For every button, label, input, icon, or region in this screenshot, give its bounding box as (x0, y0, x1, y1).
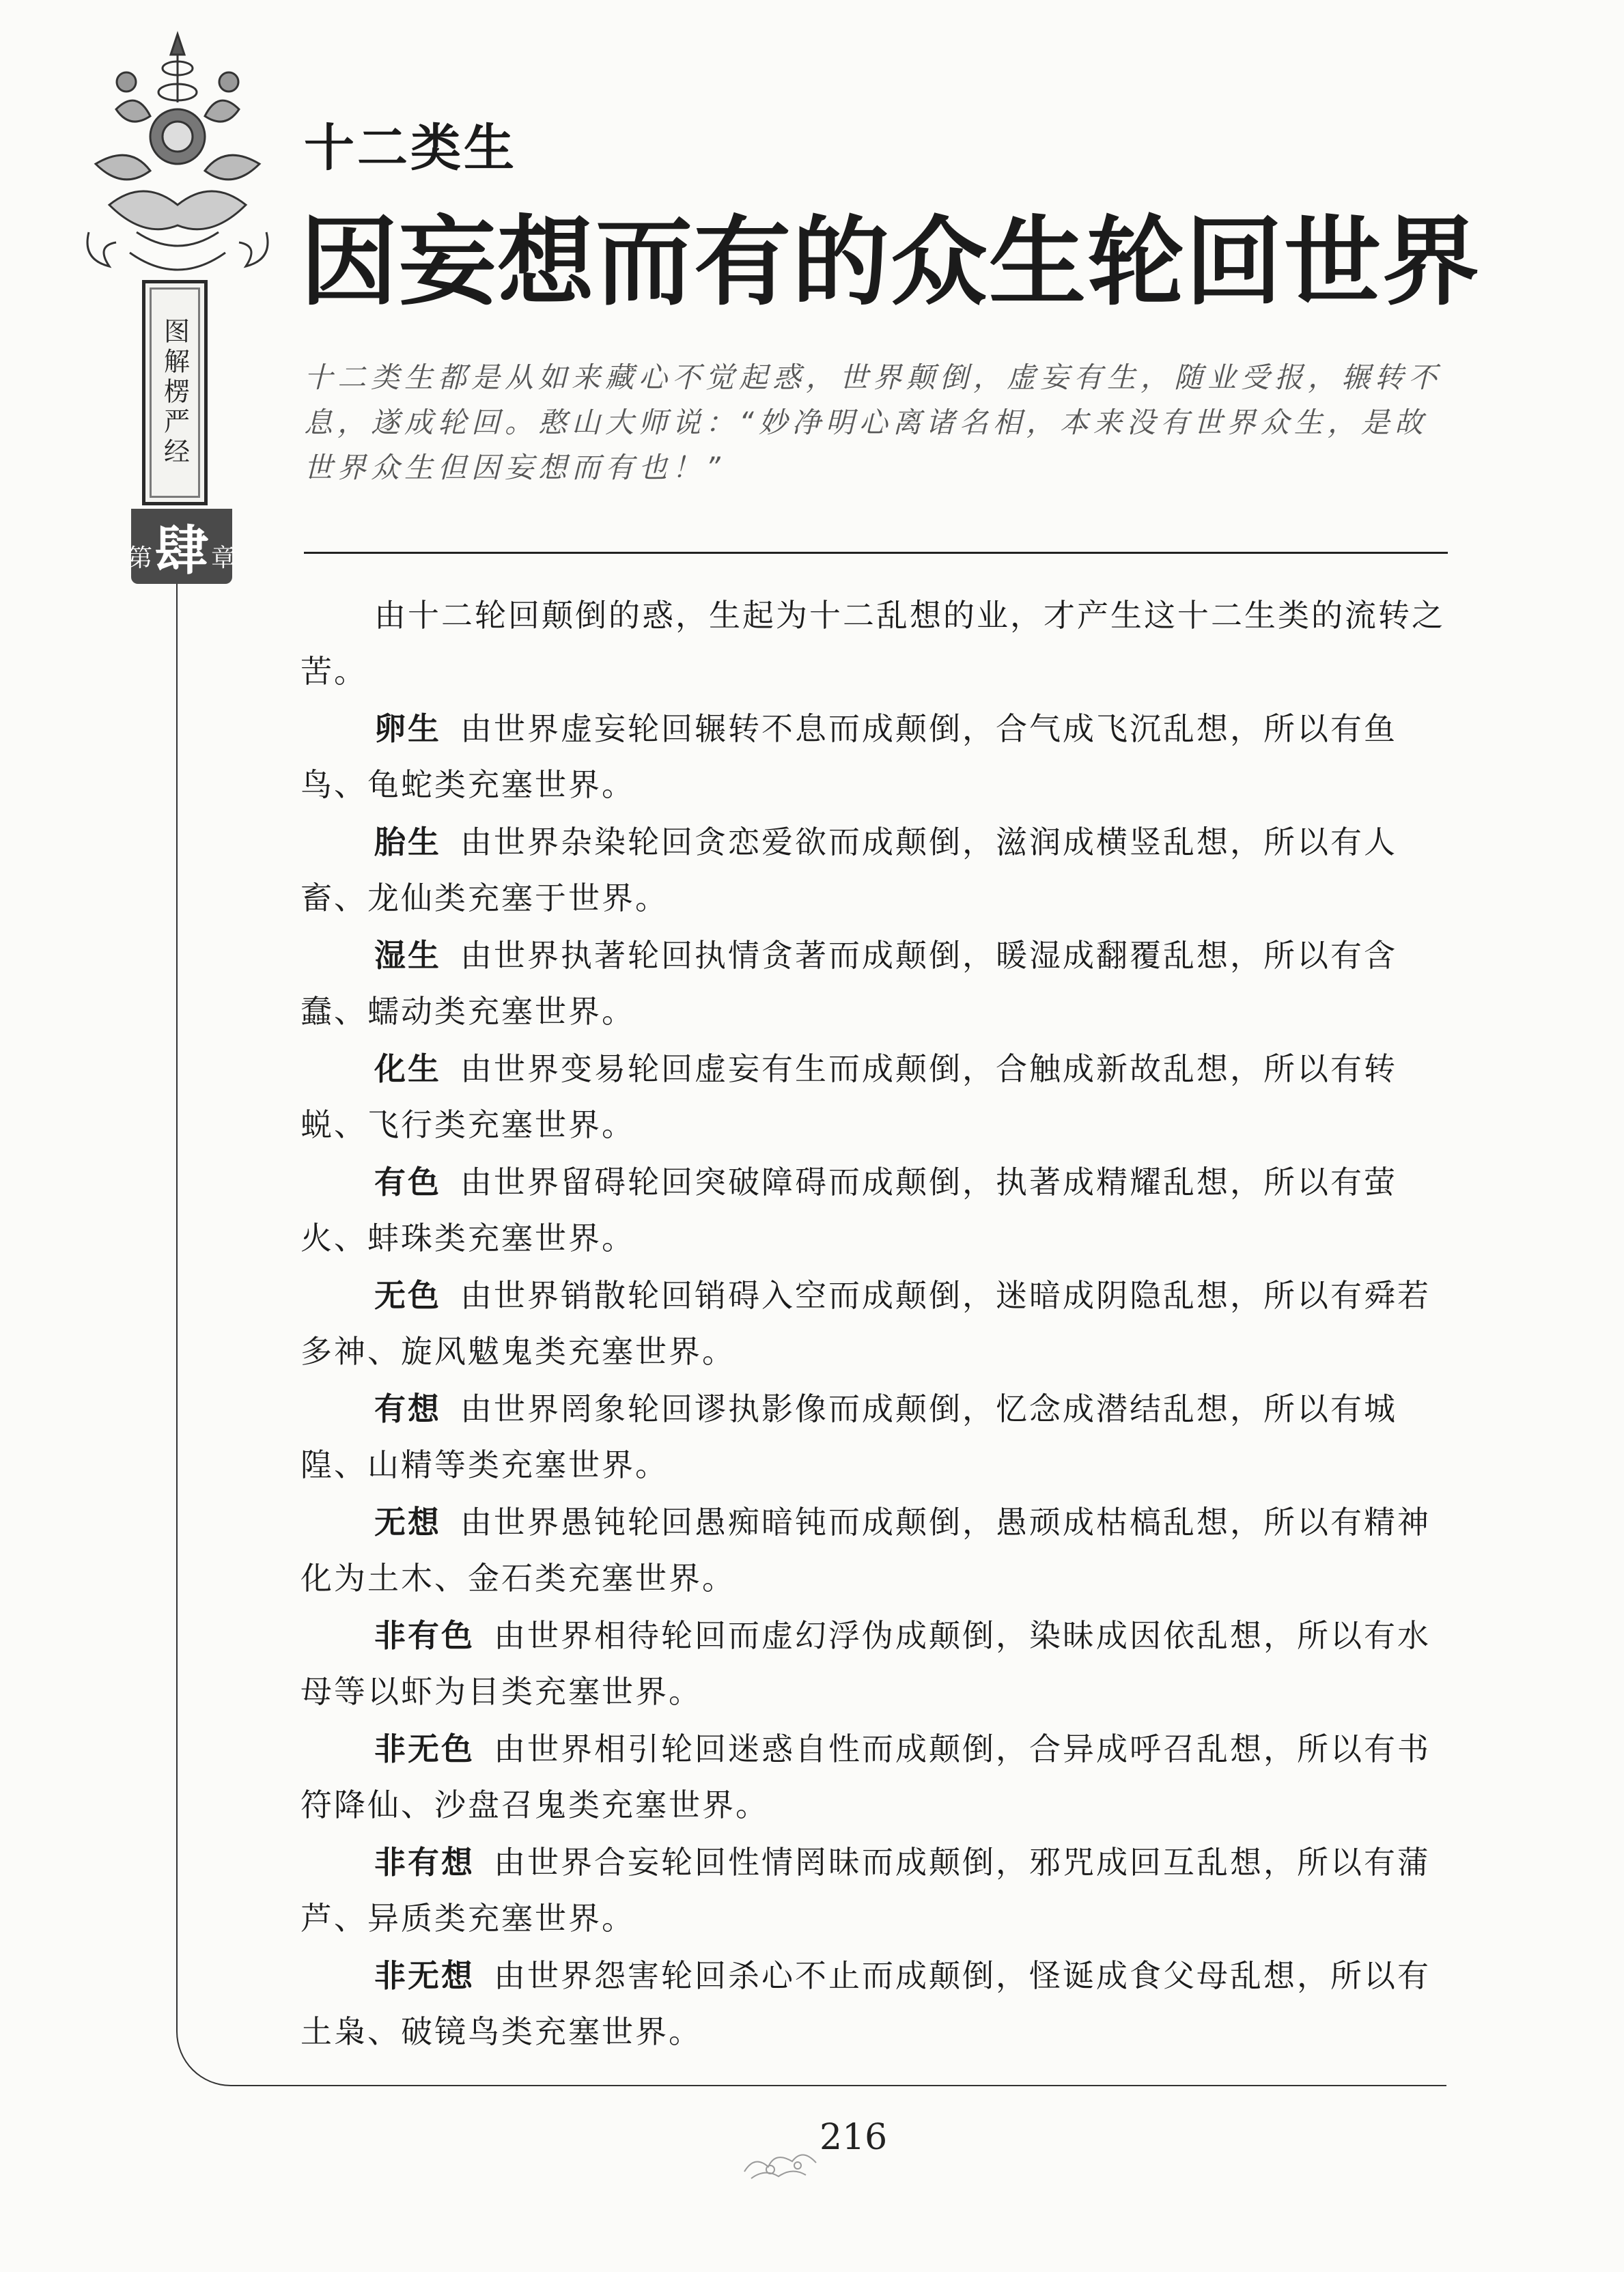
entry-paragraph (300, 1608, 1448, 1720)
body-text (300, 587, 1448, 2061)
chapter-suffix: 章 (211, 544, 236, 572)
entry-term: 非有想 (374, 1844, 475, 1881)
entry-text: 由世界虚妄轮回辗转不息而成颠倒，合气成飞沉乱想，所以有鱼鸟、龟蛇类充塞世界。 (300, 710, 1397, 803)
chapter-badge (127, 509, 236, 584)
entry-text: 由世界相引轮回迷惑自性而成颠倒，合异成呼召乱想，所以有书符降仙、沙盘召鬼类充塞世界。 (300, 1730, 1431, 1823)
page-number: 216 (820, 2117, 888, 2158)
entry-text: 由世界留碍轮回突破障碍而成颠倒，执著成精耀乱想，所以有萤火、蚌珠类充塞世界。 (300, 1164, 1397, 1257)
entry-text: 由世界愚钝轮回愚痴暗钝而成颠倒，愚顽成枯槁乱想，所以有精神化为土木、金石类充塞世界。 (300, 1504, 1431, 1597)
frame-corner (176, 2032, 258, 2086)
entries-list (300, 701, 1448, 2060)
entry-paragraph (300, 1834, 1448, 1946)
entry-term: 胎生 (374, 824, 441, 860)
entry-paragraph (300, 1154, 1448, 1266)
divider (304, 552, 1448, 554)
book-title: 图解楞严经 (159, 318, 190, 468)
entry-term: 有色 (374, 1164, 441, 1201)
entry-paragraph (300, 701, 1448, 813)
entry-term: 非无色 (374, 1730, 475, 1767)
entry-paragraph (300, 1041, 1448, 1153)
entry-text: 由世界罔象轮回谬执影像而成颠倒，忆念成潜结乱想，所以有城隍、山精等类充塞世界。 (300, 1390, 1397, 1483)
frame-bottom-rule (257, 2085, 1446, 2086)
entry-term: 有想 (374, 1390, 441, 1427)
entry-text: 由世界相待轮回而虚幻浮伪成颠倒，染昧成因依乱想，所以有水母等以虾为目类充塞世界。 (300, 1617, 1431, 1710)
entry-term: 非无想 (374, 1957, 475, 1994)
entry-text: 由世界执著轮回执情贪著而成颠倒，暖湿成翻覆乱想，所以有含蠢、蠕动类充塞世界。 (300, 937, 1397, 1030)
lead-paragraph: 由十二轮回颠倒的惑，生起为十二乱想的业，才产生这十二生类的流转之苦。 (300, 597, 1445, 690)
lotus-vajra-ornament-icon (68, 27, 287, 314)
entry-paragraph (300, 1948, 1448, 2060)
entry-paragraph (300, 1721, 1448, 1833)
entry-term: 湿生 (374, 937, 441, 974)
section-subtitle: 十二类生 (304, 119, 517, 178)
entry-paragraph (300, 927, 1448, 1039)
entry-text: 由世界销散轮回销碍入空而成颠倒，迷暗成阴隐乱想，所以有舜若多神、旋风魃鬼类充塞世界。 (300, 1277, 1431, 1370)
frame-left-rule (176, 584, 178, 2032)
entry-text: 由世界变易轮回虚妄有生而成颠倒，合触成新故乱想，所以有转蜕、飞行类充塞世界。 (300, 1050, 1397, 1143)
entry-text: 由世界怨害轮回杀心不止而成颠倒，怪诞成食父母乱想，所以有土枭、破镜鸟类充塞世界。 (300, 1957, 1431, 2050)
entry-text: 由世界合妄轮回性情罔昧而成颠倒，邪咒成回互乱想，所以有蒲芦、异质类充塞世界。 (300, 1844, 1431, 1937)
page-title: 因妄想而有的众生轮回世界 (300, 206, 1481, 319)
entry-paragraph (300, 1494, 1448, 1606)
chapter-prefix: 第 (127, 544, 152, 572)
entry-term: 无色 (374, 1277, 441, 1314)
entry-paragraph (300, 1381, 1448, 1493)
book-title-tab (142, 280, 208, 505)
entry-term: 化生 (374, 1050, 441, 1087)
entry-text: 由世界杂染轮回贪恋爱欲而成颠倒，滋润成横竖乱想，所以有人畜、龙仙类充塞于世界。 (300, 824, 1397, 916)
entry-paragraph (300, 814, 1448, 926)
intro-summary: 十二类生都是从如来藏心不觉起惑，世界颠倒，虚妄有生，随业受报，辗转不息，遂成轮回。憨山大师说：“妙净明心离诸名相，本来没有世界众生，是故世界众生但因妄想而有也！” (304, 361, 1442, 484)
cloud-icon (738, 2141, 888, 2189)
entry-term: 无想 (374, 1504, 441, 1541)
entry-term: 卵生 (374, 710, 441, 747)
chapter-number: 肆 (155, 520, 209, 582)
entry-term: 非有色 (374, 1617, 475, 1654)
entry-paragraph (300, 1267, 1448, 1379)
